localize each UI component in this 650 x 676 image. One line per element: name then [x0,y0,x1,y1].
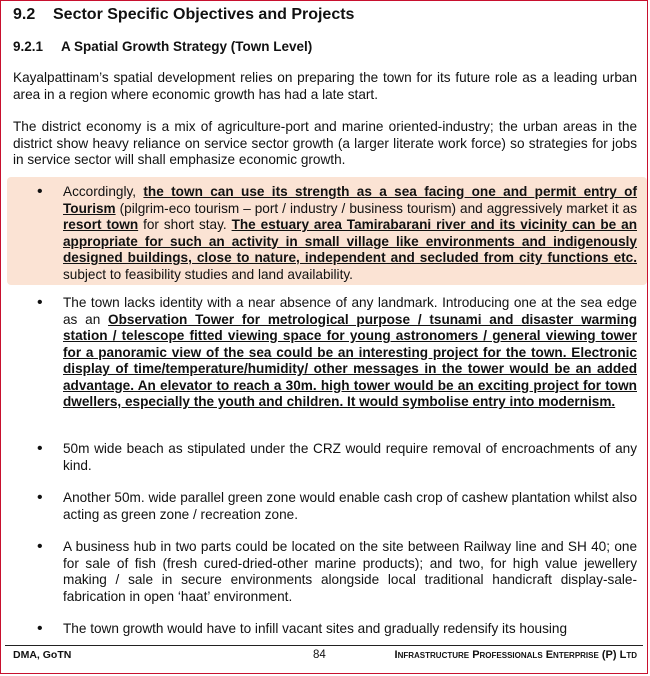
body-text: Accordingly, [63,184,144,199]
bullet-marker: • [37,620,43,637]
subsection-heading [13,39,312,54]
emphasized-text: resort town [63,217,139,232]
bullet-marker: • [37,440,43,457]
bullet-beach [63,441,637,474]
emphasized-text: The estuary area Tamirabarani river and its vicinity can be an appropriate for such an activity in small village like environments and indigenously designed buildings, close to nature, independent and secluded from city functions etc. [63,217,638,265]
intro-paragraph: Kayalpattinam’s spatial development relies on preparing the town for its future role as a leading urban area in a region where economic growth has had a late start. [13,70,637,102]
emphasized-text: the town can use its strength as a sea facing one and permit entry of Tourism [63,184,638,216]
bullet-green-zone [63,490,637,523]
footer-left: DMA, GoTN [13,649,72,661]
body-text: The town lacks identity with a near absence of any landmark. Introducing one at the sea edge as an [63,295,637,327]
footer-right: Infrastructure Professionals Enterprise (P) Ltd [394,649,637,661]
subsection-number: 9.2.1 [13,39,44,54]
bullet-marker: • [37,294,43,311]
body-text: subject to feasibility studies and land availability. [63,266,353,282]
bullet-tourism [63,184,637,283]
footer-divider [5,645,643,646]
body-text: (pilgrim-eco tourism – port / industry / business tourism) and aggressively market it as [115,200,637,216]
bullet-observation-tower [63,295,637,411]
body-text: The town growth would have to infill vacant sites and gradually redensify its housing [63,621,568,636]
body-text: A business hub in two parts could be located on the site between Railway line and SH 40; one for sale of fish (fresh cured-dried-other marine products); and two, for high value jewellery making / sale in secure environments alongside local traditional handicraft display-sale-fabrication in open ‘haat’ environment. [63,539,637,604]
body-text: for short stay. [138,217,232,232]
bullet-marker: • [37,183,43,200]
section-heading [13,6,354,24]
section-title: Sector Specific Objectives and Projects [53,6,355,23]
emphasized-text: Observation Tower for metrological purpose / tsunami and disaster warming station / telescope fitted viewing space for young astronomers / general viewing tower for a panoramic view of the sea could be an interesting project for the town. Electronic display of time/temperature/humidity/ other messages in the tower would be an added advantage. An elevator to reach a 30m. high tower would be an exciting project for town dwellers, especially the youth and children. It would symbolise entry into modernism. [63,311,638,409]
body-text: 50m wide beach as stipulated under the CRZ would require removal of encroachments of any kind. [63,441,637,473]
bullet-marker: • [37,489,43,506]
economy-paragraph: The district economy is a mix of agriculture-port and marine oriented-industry; the urban areas in the district show heavy reliance on service sector growth (a larger literate work force) so strategies for jobs in service sector will shall emphasize economic growth. [13,119,637,167]
bullet-town-growth [63,621,637,638]
section-number: 9.2 [13,6,36,23]
page-number: 84 [313,649,326,661]
subsection-title: A Spatial Growth Strategy (Town Level) [61,39,313,54]
bullet-business-hub [63,539,637,605]
body-text: Another 50m. wide parallel green zone would enable cash crop of cashew plantation whilst also acting as green zone / recreation zone. [63,490,637,522]
bullet-marker: • [37,538,43,555]
